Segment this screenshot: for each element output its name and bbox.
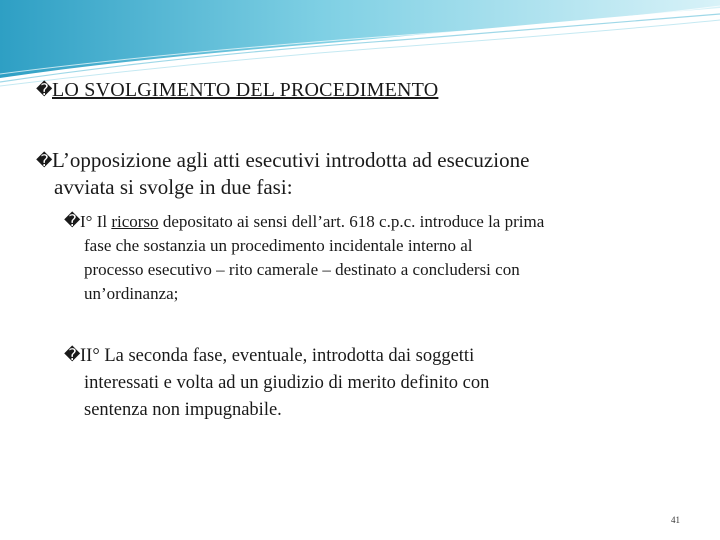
intro-text-1: L’opposizione agli atti esecutivi introdotta ad esecuzione: [52, 148, 530, 172]
slide-title-text: LO SVOLGIMENTO DEL PROCEDIMENTO: [52, 79, 439, 101]
phase-one-prefix: I° Il: [80, 212, 112, 231]
phase-one-line-3: processo esecutivo – rito camerale – destinato a concludersi con: [84, 260, 520, 279]
intro-line-2: avviata si svolge in due fasi:: [54, 175, 293, 199]
phase-one-line-1: [64, 209, 674, 234]
intro-line-1: [36, 147, 676, 174]
intro-paragraph: [36, 147, 676, 201]
slide-title: [36, 79, 676, 102]
phase-one-rest: depositato ai sensi dell’art. 618 c.p.c. introduce la prima: [158, 212, 545, 231]
phase-one-line-2: fase che sostanzia un procedimento incidentale interno al: [84, 236, 473, 255]
phase-two-item: [64, 341, 674, 424]
page-number: 41: [671, 515, 680, 525]
phase-two-text-1: II° La seconda fase, eventuale, introdotta dai soggetti: [80, 346, 475, 366]
phase-one-ricorso: ricorso: [111, 212, 159, 231]
phase-two-line-3: sentenza non impugnabile.: [84, 400, 282, 420]
phase-two-line-2: interessati e volta ad un giudizio di merito definito con: [84, 373, 490, 393]
bullet-icon: �: [36, 151, 53, 170]
bullet-icon: �: [64, 211, 81, 230]
header-wave-decoration: [0, 0, 720, 90]
phase-two-line-1: [64, 341, 674, 370]
bullet-icon: �: [36, 80, 53, 99]
bullet-icon: �: [64, 345, 81, 364]
phase-one-item: [64, 209, 674, 306]
phase-one-line-4: un’ordinanza;: [84, 284, 179, 303]
